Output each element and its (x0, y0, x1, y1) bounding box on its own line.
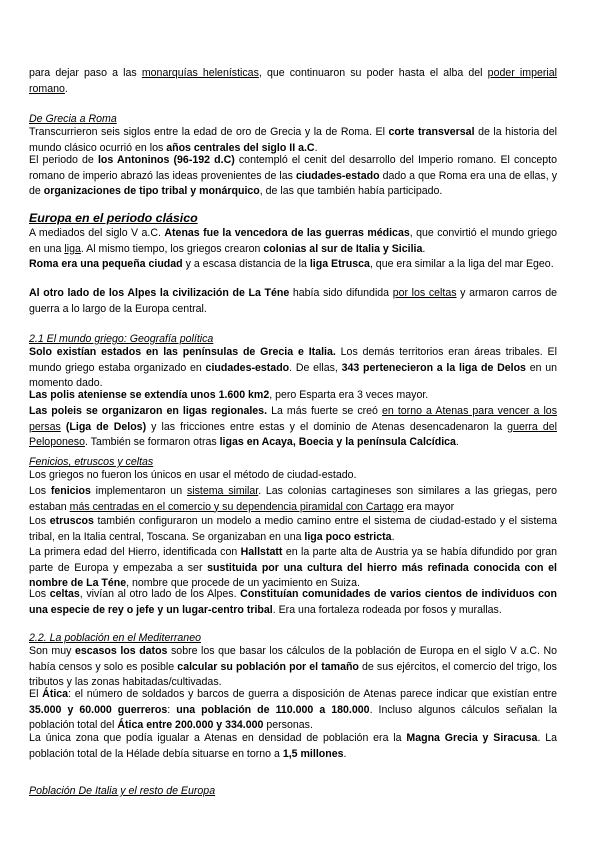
underlined-text: monarquías helenísticas (141, 67, 259, 79)
section-heading-grecia-roma: De Grecia a Roma (29, 113, 117, 125)
bold-text: sustituida por una cultura del hierro más refinada conocida con el nombre de La Téne (29, 561, 557, 589)
bold-text: Las polis ateniense se extendía unos 1.600 km2 (29, 389, 270, 401)
bold-text: años centrales del siglo II a.C (166, 141, 315, 154)
text-span: . También se formaron otras (84, 436, 220, 448)
text-span: . De ellas, (289, 361, 342, 374)
underlined-text: sistema similar (186, 485, 259, 497)
text-span: A mediados del siglo V a.C. (29, 227, 165, 239)
bold-text: escasos los datos (74, 645, 168, 657)
underlined-text: más centradas en el comercio y su dependencia piramidal con Cartago (69, 500, 404, 513)
paragraph-etruscos (29, 514, 557, 545)
bold-text: los Antoninos (96-192 d.C) (97, 154, 235, 166)
bold-text: Hallstatt (240, 546, 283, 558)
bold-text: calcular su población por el tamaño (177, 660, 359, 673)
text-span: : (167, 703, 177, 716)
text-span: y a escasa distancia de la (182, 258, 310, 270)
bold-text: celtas (49, 588, 80, 600)
paragraph-atenas-vencedora (29, 226, 557, 257)
text-span: Son muy (29, 645, 75, 657)
text-span: , vivían al otro lado de los Alpes. (79, 588, 241, 600)
bold-text: ciudades-estado (295, 169, 380, 182)
text-span: de sus ejércitos, el comercio del trigo, los tributos y las zonas habitadas/cultivadas. (29, 660, 557, 688)
section-heading-fenicios: Fenicios, etruscos y celtas (29, 456, 154, 468)
text-span: La primera edad del Hierro, identificada con (29, 546, 241, 558)
text-span: , que convirtió el mundo griego en una (29, 227, 557, 255)
text-span: . (64, 82, 68, 95)
text-span: : el número de soldados y barcos de guerra a disposición de Atenas parece indicar que existían entre (68, 688, 557, 700)
bold-text: 35.000 y 60.000 guerreros (29, 703, 168, 716)
section-heading-mundo-griego: 2.1 El mundo griego: Geografía política (29, 333, 214, 345)
bold-text: organizaciones de tipo tribal y monárquico (43, 185, 260, 197)
text-span: . Al mismo tiempo, los griegos crearon (80, 242, 264, 255)
bold-text: ligas en Acaya, Boecia y la península Calcídica (219, 436, 456, 448)
underlined-text: por los celtas (392, 287, 457, 299)
bold-text: fenicios (50, 485, 91, 497)
paragraph-polis-ateniense (29, 388, 557, 404)
underlined-text: en torno a Atenas para vencer a los persas (29, 405, 557, 433)
text-span: La más fuerte se creó (267, 405, 382, 417)
bold-text: Constituían comunidades de varios cientos de individuos con una especie de rey o jefe y un lugar-centro tribal (29, 588, 557, 616)
bold-text: ciudades-estado (205, 361, 290, 374)
text-span: . (391, 530, 395, 543)
paragraph-fenicios (29, 484, 557, 515)
text-span: , que continuaron su poder hasta el alba del (258, 67, 488, 79)
text-span: contempló el cenit del desarrollo del Imperio romano. El concepto romano de imperio abrazó las ideas provenientes de las (29, 154, 558, 182)
bold-text: etruscos (49, 515, 94, 527)
paragraph-magna-grecia (29, 731, 557, 762)
text-span: también configuraron un modelo a medio camino entre el sistema de ciudad-estado y el sistema tribal, en la Italia central, Toscana. Se organizaban en una (29, 515, 558, 543)
text-span: Transcurrieron seis siglos entre la edad de oro de Grecia y la de Roma. El (29, 126, 389, 138)
text-span: . (314, 141, 318, 154)
text-span: . Era una fortaleza rodeada por fosos y murallas. (272, 603, 502, 616)
bold-text: 343 pertenecieron a la liga de Delos (341, 361, 526, 374)
paragraph-antoninos (29, 153, 557, 200)
text-span: sobre los que basar los cálculos de la población de Europa en el siglo V a.C. No había censos y solo es posible (29, 645, 557, 673)
text-span: Los (29, 588, 50, 600)
bold-text: Las poleis se organizaron en ligas regionales. (29, 405, 268, 417)
text-span: implementaron un (90, 485, 187, 497)
text-span: . (455, 436, 459, 448)
bold-text: una población de 110.000 a 180.000 (176, 703, 370, 716)
text-span: La única zona que podía igualar a Atenas en densidad de población era la (29, 732, 407, 744)
bold-text: Magna Grecia y Siracusa (406, 732, 538, 744)
bold-text: colonias al sur de Italia y Sicilia (263, 242, 423, 255)
bold-text: (Liga de Delos) (65, 420, 147, 433)
paragraph-la-tene (29, 286, 557, 317)
text-span: y armaron carros de guerra a lo largo de la Europa central. (29, 287, 558, 315)
text-span: . (343, 747, 347, 760)
text-span: personas. (263, 719, 313, 731)
underlined-text: liga (64, 242, 81, 255)
text-span: dado a que Roma era una de ellas, y de (29, 169, 557, 197)
paragraph-escasos-datos (29, 644, 557, 691)
text-span: , que era similar a la liga del mar Egeo. (369, 258, 554, 270)
text-span: Los (29, 485, 51, 497)
paragraph-atica (29, 687, 557, 734)
text-span: El (29, 688, 43, 700)
text-span: era mayor (403, 500, 455, 513)
bold-text: liga Etrusca (309, 258, 370, 270)
paragraph-monarquias (29, 66, 557, 97)
text-span: , pero Esparta era 3 veces mayor. (269, 389, 429, 401)
bold-text: Atenas fue la vencedora de las guerras médicas (164, 227, 410, 239)
bold-text: Ática (42, 688, 69, 700)
section-heading-periodo-clasico: Europa en el periodo clásico (29, 211, 198, 225)
section-heading-poblacion-italia: Población De Italia y el resto de Europa (29, 785, 216, 797)
text-span: en un momento dado. (29, 361, 557, 389)
paragraph-ligas-regionales (29, 404, 557, 451)
text-span: , de las que también había participado. (259, 185, 443, 197)
text-span: . Incluso algunos cálculos señalan la población total del (29, 703, 557, 731)
paragraph-roma-ciudad (29, 257, 557, 273)
text-span: había sido difundida (289, 287, 393, 299)
bold-text: Solo existían estados en las penínsulas de Grecia e Italia. (29, 346, 336, 358)
bold-text: Al otro lado de los Alpes la civilización de La Téne (29, 287, 290, 299)
section-heading-poblacion-mediterraneo: 2.2. La población en el Mediterraneo (29, 632, 201, 644)
text-span: . (422, 242, 426, 255)
paragraph-edad-hierro (29, 545, 557, 592)
bold-text: Roma era una pequeña ciudad (29, 258, 183, 270)
text-span: y las fricciones entre estas y el dominio de Atenas desencadenaron la (146, 420, 508, 433)
bold-text: liga poco estricta (304, 530, 392, 543)
paragraph-transcurrieron (29, 125, 557, 156)
text-span: El periodo de (29, 154, 98, 166)
text-span: . Las colonias cartagineses son similares a las griegas, pero estaban (29, 485, 558, 513)
bold-text: 1,5 millones (282, 747, 344, 760)
paragraph-estados-peninsulas (29, 345, 557, 392)
text-span: . La población total de la Hélade debía situarse en torno a (29, 732, 558, 760)
paragraph-griegos-no-unicos: Los griegos no fueron los únicos en usar el método de ciudad-estado. (29, 469, 357, 481)
paragraph-celtas (29, 587, 557, 618)
bold-text: Ática entre 200.000 y 334.000 (117, 719, 264, 731)
underlined-text: poder imperial romano (29, 67, 557, 95)
text-span: Los (29, 515, 50, 527)
text-span: en la parte alta de Austria ya se había difundido por gran parte de Europa y empezaba a ser (29, 546, 557, 574)
text-span: de la historia del mundo clásico ocurrió en los (29, 126, 558, 154)
text-span: para dejar paso a las (29, 67, 142, 79)
bold-text: corte transversal (388, 126, 475, 138)
text-span: Los demás territorios eran áreas tribales. El mundo griego estaba organizado en (29, 346, 557, 374)
text-span: , nombre que procede de un yacimiento en Suiza. (126, 577, 360, 589)
underlined-text: guerra del Peloponeso (29, 420, 558, 448)
